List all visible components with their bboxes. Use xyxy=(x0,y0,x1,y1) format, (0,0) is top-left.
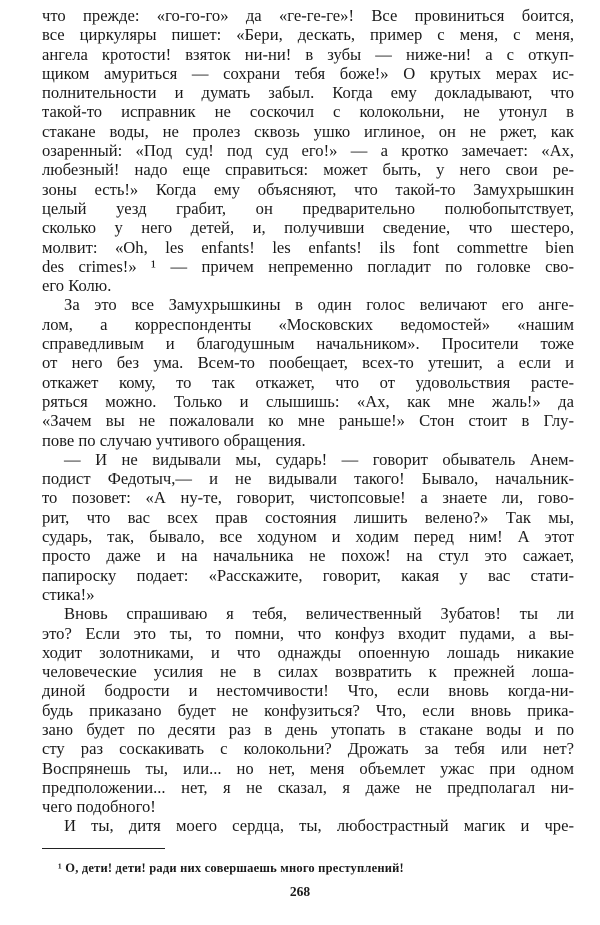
text-line: папироску подает: «Расскажите, говорит, какая у вас стати- xyxy=(42,565,574,585)
text-line: стика!» xyxy=(42,584,95,604)
text-line: откажет кому, то так откажет, что от удовольствия расте- xyxy=(42,372,574,392)
text-line: предположении... нет, я не сказал, я даже не предполагал ни- xyxy=(42,777,574,797)
text-line: зоны есть!» Когда ему объясняют, что такой-то Замухрышкин xyxy=(42,179,574,199)
text-line: ангела кротости! взяток ни-ни! в зубы — ниже-ни! а с откуп- xyxy=(42,44,574,64)
text-line: сколько у него детей, и, получивши сведение, что шестеро, xyxy=(42,218,574,238)
page-number: 268 xyxy=(289,884,311,899)
text-line: полнительности и думать забыл. Когда ему докладывают, что xyxy=(42,83,574,103)
text-line: Воспрянешь ты, или... но нет, меня объемлет ужас при одном xyxy=(42,758,574,778)
footnote-separator xyxy=(42,848,165,849)
text-line: ходит золотниками, и что однажды опоенную лошадь никакие xyxy=(42,642,574,662)
footnote: ¹ О, дети! дети! ради них совершаешь много преступлений! xyxy=(58,861,404,875)
text-line: будь приказано будет не конфузиться? Что, если вновь прика- xyxy=(42,700,574,720)
text-line: Вновь спрашиваю я тебя, величественный Зубатов! ты ли xyxy=(64,604,574,624)
body-text xyxy=(42,6,574,836)
text-line: такой-то исправник не соскочил с колокольни, не утонул в xyxy=(42,102,574,122)
text-line: сударь, так, бывало, все ходуном и ходим перед ним! А этот xyxy=(42,527,574,547)
text-line: ряться можно. Только и слышишь: «Ах, как мне жаль!» да xyxy=(42,391,574,411)
text-line: пове по случаю учтивого обращения. xyxy=(42,430,306,450)
text-line: справедливым и благодушным начальником». Просители тоже xyxy=(42,334,574,354)
text-line: диной бодрости и нестомчивости! Что, если вновь когда-ни- xyxy=(42,681,574,701)
text-line: чего подобного! xyxy=(42,797,156,817)
text-line: «Зачем вы не пожаловали ко мне раньше!» Стон стоит в Глу- xyxy=(42,411,574,431)
text-line: щиком амуриться — сохрани тебя боже!» О крутых мерах ис- xyxy=(42,63,574,83)
text-line: рит, что вас всех прав состояния лишить велено?» Так мы, xyxy=(42,507,574,527)
text-line: За это все Замухрышкины в один голос величают его анге- xyxy=(64,295,574,315)
text-line: просто даже и на начальника не похож! на стул это сажает, xyxy=(42,546,574,566)
text-line: то позовет: «А ну-те, говорит, чистопсовые! а знаете ли, гово- xyxy=(42,488,574,508)
text-line: И ты, дитя моего сердца, ты, любострастный магик и чре- xyxy=(64,816,574,836)
text-line: стакане воды, не пролез сквозь ушко иглиное, он не ржет, как xyxy=(42,121,574,141)
text-line: целый уезд грабит, он предварительно полюбопытствует, xyxy=(42,198,574,218)
text-line: молвит: «Oh, les enfants! les enfants! ils font commettre bien xyxy=(42,237,574,257)
text-line: des crimes!» ¹ — причем непременно погладит по головке сво- xyxy=(42,256,574,276)
text-line: сту раз соскакивать с колокольни? Дрожать за тебя или нет? xyxy=(42,739,574,759)
text-line: это? Если это ты, то помни, что конфуз входит пудами, а вы- xyxy=(42,623,574,643)
text-line: — И не видывали мы, сударь! — говорит обыватель Анем- xyxy=(64,449,574,469)
text-line: его Колю. xyxy=(42,276,112,296)
text-line: зано будет по десяти раз в день утопать в стакане воды и по xyxy=(42,719,574,739)
text-line: лом, а корреспонденты «Московских ведомостей» «нашим xyxy=(42,314,574,334)
text-line: подист Федотыч,— и не видывали такого! Бывало, начальник- xyxy=(42,469,574,489)
text-line: любезный! надо еще справиться: может быть, у него свои ре- xyxy=(42,160,574,180)
text-line: озаренный: «Под суд! под суд его!» — а кротко замечает: «Ах, xyxy=(42,141,574,161)
text-line: от него без ума. Всем-то пообещает, всех-то утешит, а если и xyxy=(42,353,574,373)
text-line: все циркуляры пишет: «Бери, дескать, пример с меня, с меня, xyxy=(42,25,574,45)
text-line: что прежде: «го-го-го» да «ге-ге-ге»! Все провиниться боится, xyxy=(42,6,574,25)
text-line: человеческие усилия не в силах возвратить к прежней лоша- xyxy=(42,662,574,682)
